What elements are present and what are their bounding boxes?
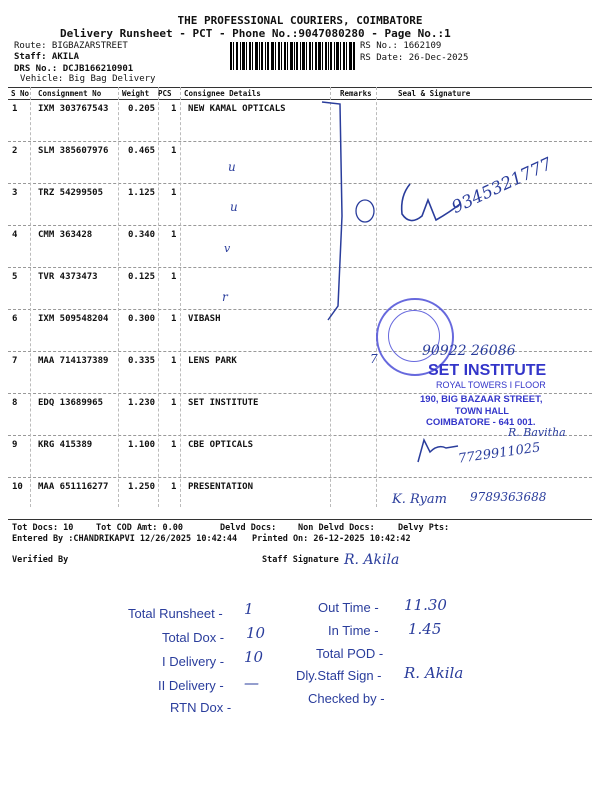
- row-sno: 4: [12, 230, 18, 240]
- table-top-rule: [8, 87, 592, 88]
- rs-date: RS Date: 26-Dec-2025: [360, 53, 469, 63]
- col-header-pcs: PCS: [158, 89, 172, 98]
- row-divider: [8, 267, 592, 268]
- non-delvd-docs: Non Delvd Docs:: [298, 523, 375, 533]
- staff-signature-label: Staff Signature: [262, 555, 339, 565]
- route: Route: BIGBAZARSTREET: [14, 41, 128, 51]
- row9-number: 7729911025: [457, 440, 542, 467]
- rtn-dox-label: RTN Dox -: [170, 700, 232, 715]
- document-subtitle: Delivery Runsheet - PCT - Phone No.:9047080280 - Page No.:1: [60, 27, 451, 40]
- row-weight: 1.230: [128, 398, 156, 408]
- ii-delivery-value: —: [244, 674, 259, 692]
- row-consignee: VIBASH: [188, 314, 221, 324]
- row-consignee: SET INSTITUTE: [188, 398, 259, 408]
- row-sno: 8: [12, 398, 18, 408]
- total-dox-label: Total Dox -: [162, 630, 225, 645]
- out-time-value: 11.30: [404, 596, 447, 614]
- row-pcs: 1: [171, 230, 177, 240]
- row-weight: 1.125: [128, 188, 156, 198]
- row-consignment: TVR 4373473: [38, 272, 98, 282]
- row-sno: 9: [12, 440, 18, 450]
- row-consignment: MAA 651116277: [38, 482, 109, 492]
- staff-signature-value: R. Akila: [344, 552, 400, 568]
- row-sno: 7: [12, 356, 18, 366]
- total-runsheet-label: Total Runsheet -: [128, 606, 223, 621]
- row-weight: 0.300: [128, 314, 156, 324]
- row-consignment: KRG 415389: [38, 440, 93, 450]
- row-weight: 0.125: [128, 272, 156, 282]
- ii-delivery-label: II Delivery -: [158, 678, 224, 693]
- stamp-phone: 90922 26086: [422, 343, 516, 359]
- delvy-pts: Delvy Pts:: [398, 523, 450, 533]
- stamp-line3: TOWN HALL: [455, 406, 509, 416]
- row-consignment: IXM 303767543: [38, 104, 109, 114]
- tot-cod: Tot COD Amt: 0.00: [96, 523, 183, 533]
- row-pcs: 1: [171, 314, 177, 324]
- row-weight: 0.465: [128, 146, 156, 156]
- document-title: THE PROFESSIONAL COURIERS, COIMBATORE: [177, 14, 423, 27]
- tot-docs: Tot Docs: 10: [12, 523, 74, 533]
- row-consignment: CMM 363428: [38, 230, 93, 240]
- i-delivery-value: 10: [244, 648, 264, 666]
- row-consignment: IXM 509548204: [38, 314, 109, 324]
- in-time-value: 1.45: [408, 620, 442, 638]
- drs-number: DRS No.: DCJB166210901: [14, 64, 134, 74]
- ditto-mark: u: [230, 200, 238, 214]
- column-divider: [30, 87, 31, 507]
- row-divider: [8, 477, 592, 478]
- row-pcs: 1: [171, 146, 177, 156]
- stamp-name: SET INSTITUTE: [428, 362, 547, 379]
- printed-on: Printed On: 26-12-2025 10:42:42: [252, 534, 411, 544]
- row-weight: 0.205: [128, 104, 156, 114]
- row-divider: [8, 309, 592, 310]
- stamp-line4: COIMBATORE - 641 001.: [426, 417, 536, 428]
- handwritten-bracket: [310, 96, 470, 336]
- table-bottom-rule: [8, 519, 592, 520]
- row-sno: 10: [12, 482, 23, 492]
- in-time-label: In Time -: [328, 623, 379, 638]
- row10-number: 9789363688: [470, 490, 547, 504]
- row-consignee: CBE OPTICALS: [188, 440, 254, 450]
- row-divider: [8, 435, 592, 436]
- row-sno: 5: [12, 272, 18, 282]
- row-consignee: PRESENTATION: [188, 482, 254, 492]
- row9-signature: [412, 432, 462, 468]
- checked-by-label: Checked by -: [308, 691, 385, 706]
- row-pcs: 1: [171, 104, 177, 114]
- col-header-consignment: Consignment No: [38, 89, 102, 98]
- row-consignment: SLM 385607976: [38, 146, 109, 156]
- table-header-rule: [8, 99, 592, 100]
- col-header-remarks: Remarks: [340, 89, 372, 98]
- col-header-weight: Weight: [122, 89, 150, 98]
- dly-staff-sign-label: Dly.Staff Sign -: [296, 668, 382, 683]
- total-pod-label: Total POD -: [316, 646, 384, 661]
- row-sno: 6: [12, 314, 18, 324]
- stamp-line1: ROYAL TOWERS I FLOOR: [436, 380, 546, 390]
- total-runsheet-value: 1: [244, 600, 254, 618]
- column-divider: [158, 87, 159, 507]
- total-dox-value: 10: [246, 624, 266, 642]
- row-weight: 0.340: [128, 230, 156, 240]
- row-pcs: 1: [171, 482, 177, 492]
- row-pcs: 1: [171, 440, 177, 450]
- row-weight: 1.250: [128, 482, 156, 492]
- barcode: [230, 42, 356, 70]
- row-sno: 1: [12, 104, 18, 114]
- row3-phone: 9345321777: [448, 154, 556, 218]
- verified-by: Verified By: [12, 555, 69, 565]
- row-consignment: TRZ 54299505: [38, 188, 104, 198]
- dly-staff-sign-value: R. Akila: [404, 664, 464, 682]
- delvd-docs: Delvd Docs:: [220, 523, 277, 533]
- col-header-consignee: Consignee Details: [184, 89, 261, 98]
- row-pcs: 1: [171, 188, 177, 198]
- vehicle: Vehicle: Big Bag Delivery: [20, 74, 156, 84]
- row-divider: [8, 141, 592, 142]
- row-pcs: 1: [171, 356, 177, 366]
- i-delivery-label: I Delivery -: [162, 654, 225, 669]
- staff: Staff: AKILA: [14, 52, 80, 62]
- row-pcs: 1: [171, 272, 177, 282]
- col-header-sno: S No: [11, 89, 30, 98]
- out-time-label: Out Time -: [318, 600, 379, 615]
- row-consignee: NEW KAMAL OPTICALS: [188, 104, 286, 114]
- row-weight: 0.335: [128, 356, 156, 366]
- row-consignment: MAA 714137389: [38, 356, 109, 366]
- col-header-seal: Seal & Signature: [398, 89, 471, 98]
- ditto-mark: v: [224, 242, 231, 255]
- column-divider: [180, 87, 181, 507]
- row-pcs: 1: [171, 398, 177, 408]
- row-divider: [8, 225, 592, 226]
- row-consignee: LENS PARK: [188, 356, 237, 366]
- column-divider: [118, 87, 119, 507]
- row7-mark: 7: [370, 352, 378, 366]
- row-sno: 3: [12, 188, 18, 198]
- ditto-mark: r: [222, 290, 228, 304]
- rs-number: RS No.: 1662109: [360, 41, 442, 51]
- ditto-mark: u: [228, 160, 236, 174]
- row-sno: 2: [12, 146, 18, 156]
- stamp-signature: R. Bavitha: [508, 426, 566, 439]
- entered-by: Entered By :CHANDRIKAPVI 12/26/2025 10:42:44: [12, 534, 238, 544]
- row10-name: K. Ryam: [392, 492, 447, 507]
- row-consignment: EDQ 13689965: [38, 398, 104, 408]
- stamp-line2: 190, BIG BAZAAR STREET,: [420, 394, 543, 405]
- row-weight: 1.100: [128, 440, 156, 450]
